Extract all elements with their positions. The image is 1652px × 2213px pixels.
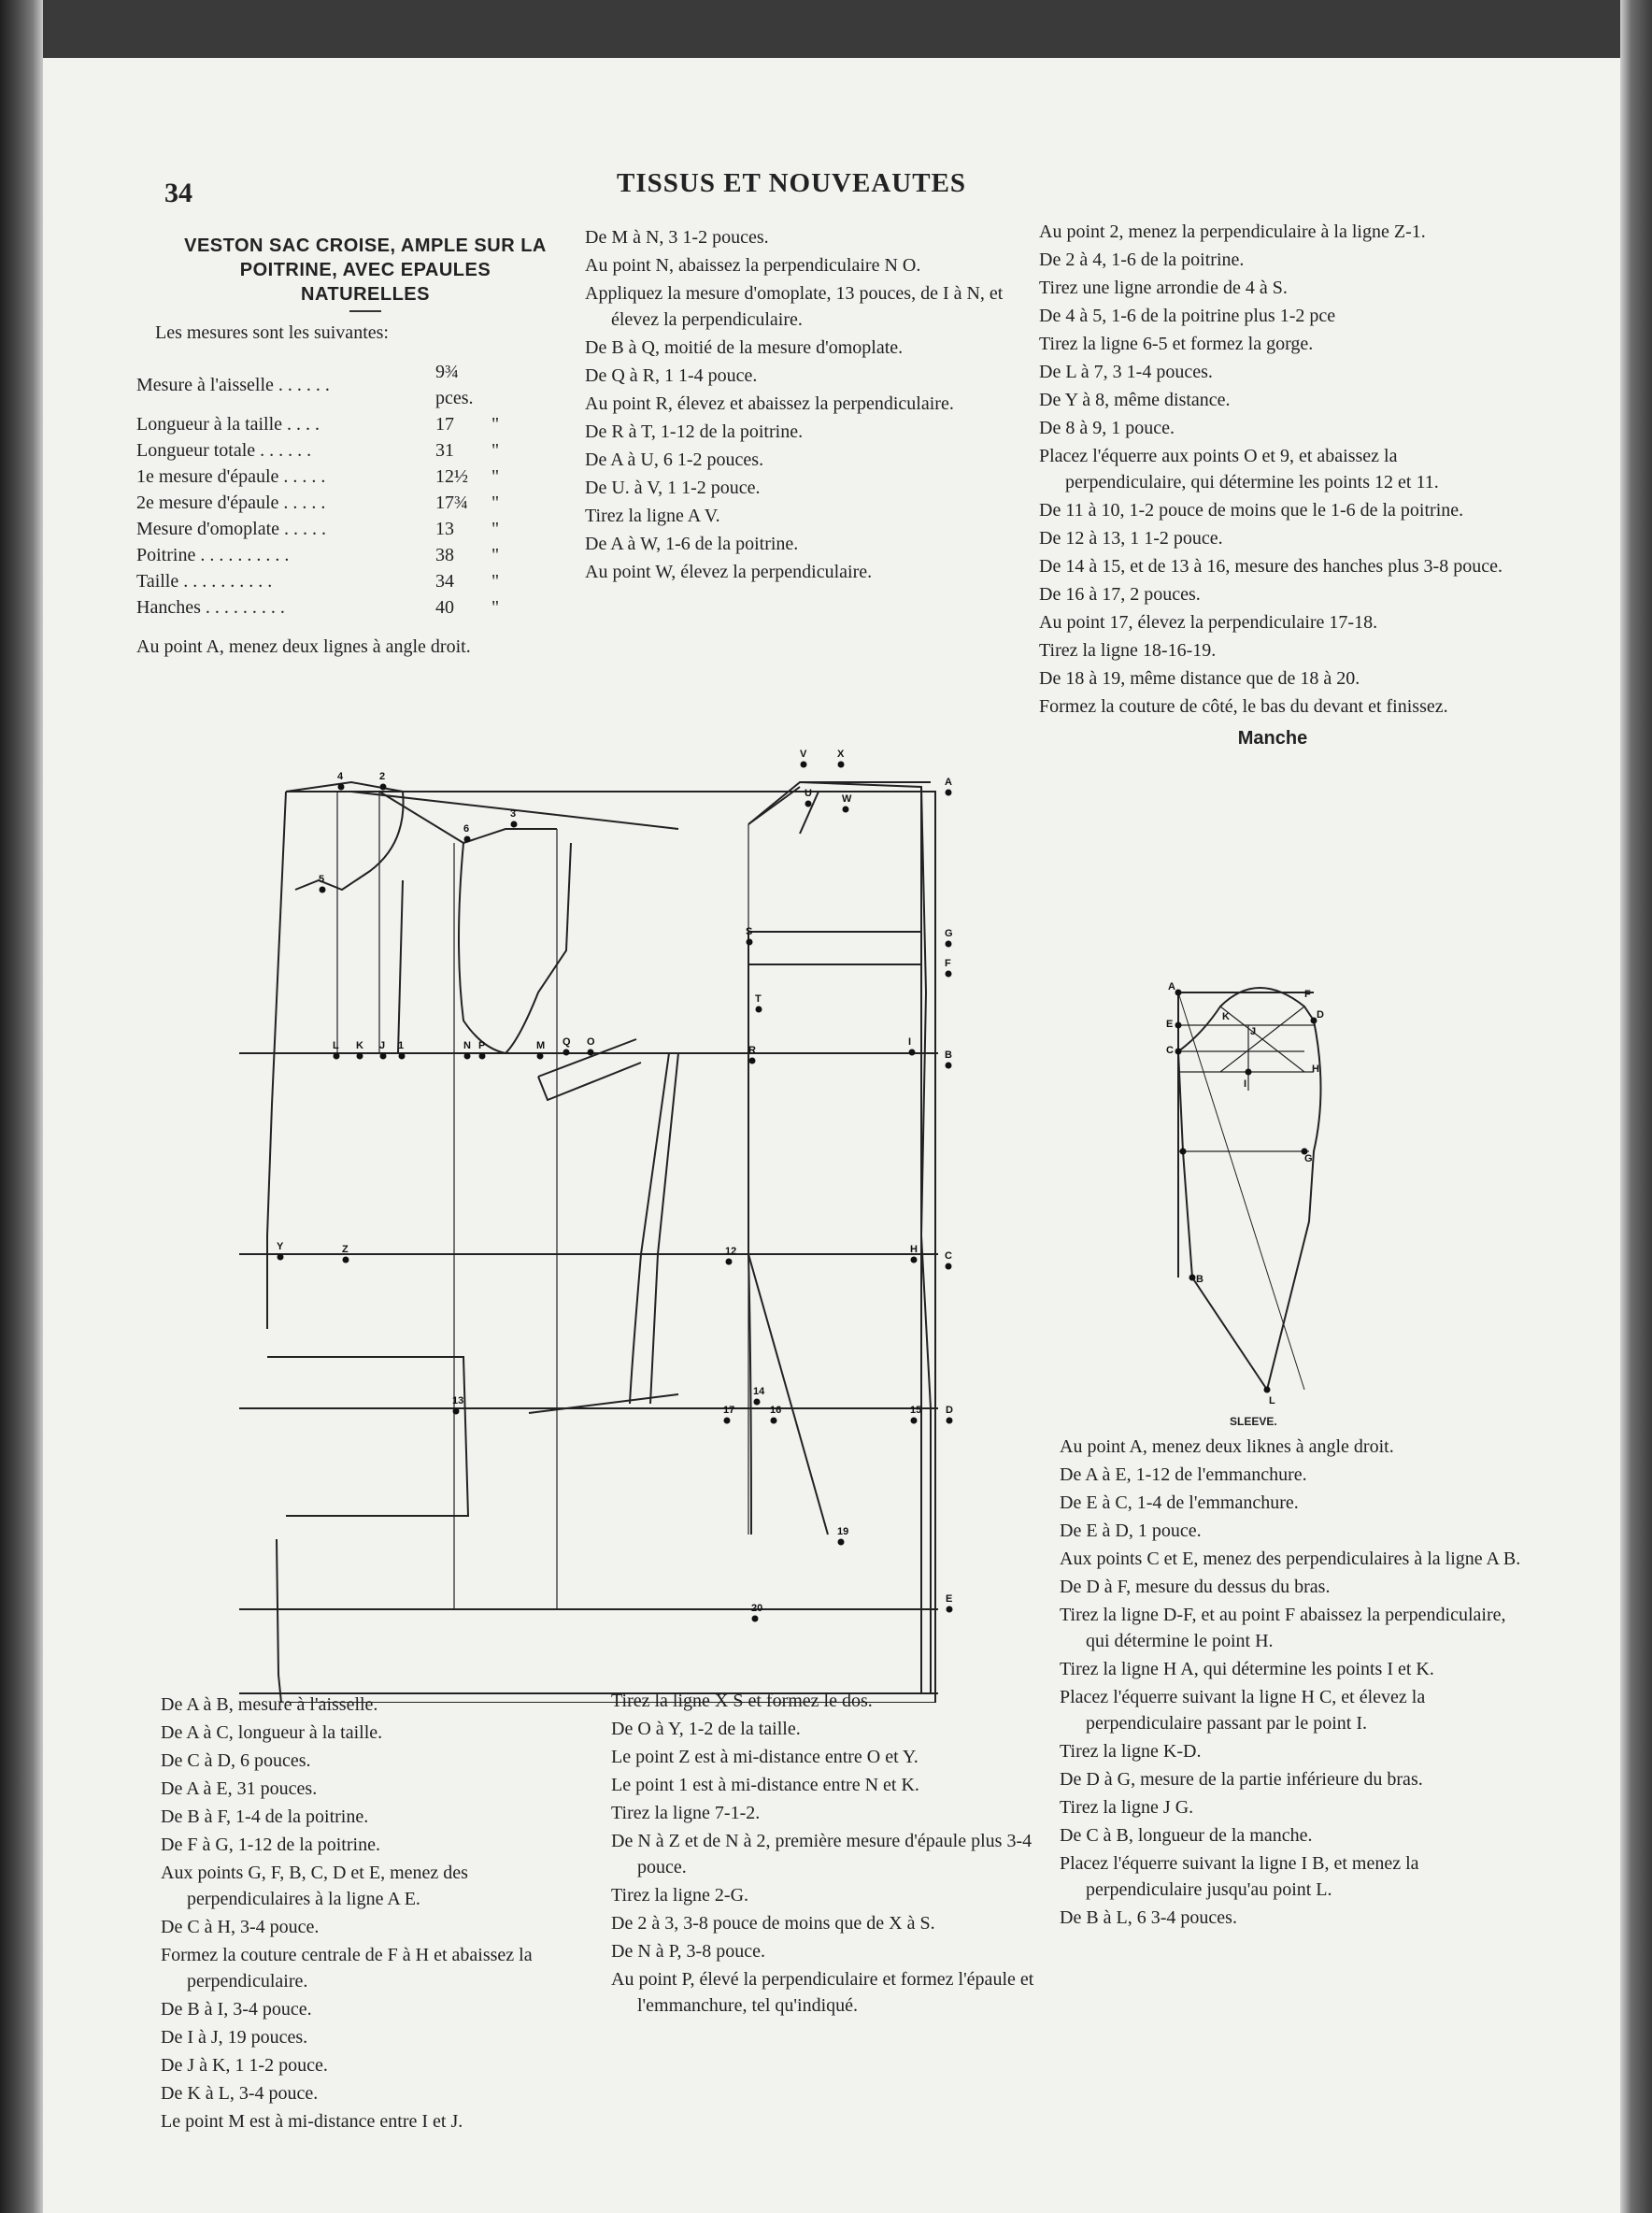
- measurement-value: 31: [435, 440, 454, 461]
- measurement-value: 40: [435, 597, 454, 618]
- column-3-bottom: [1060, 1434, 1525, 1933]
- instruction-line: Le point 1 est à mi-distance entre N et K.: [611, 1775, 919, 1795]
- measurement-value: 12½: [435, 466, 468, 487]
- instruction-line: De 8 à 9, 1 pouce.: [1039, 418, 1175, 438]
- instruction-line: De B à Q, moitié de la mesure d'omoplate.: [585, 337, 904, 358]
- sleeve-diagram: [1164, 978, 1389, 1408]
- instruction-line: Tirez une ligne arrondie de 4 à S.: [1039, 278, 1288, 298]
- instruction-line: De A à C, longueur à la taille.: [161, 1722, 383, 1743]
- pattern-point-label: 17: [723, 1405, 735, 1416]
- instruction-line: De B à I, 3-4 pouce.: [161, 1999, 312, 2020]
- pattern-point-label: 12: [725, 1246, 737, 1257]
- pattern-point-label: D: [946, 1405, 953, 1416]
- pattern-point-dot: [911, 1418, 918, 1424]
- sleeve-instruction-line: De D à G, mesure de la partie inférieure du bras.: [1060, 1769, 1423, 1790]
- ditto-mark: ": [491, 571, 500, 592]
- sleeve-instruction-line: De E à D, 1 pouce.: [1060, 1521, 1202, 1541]
- pattern-point-label: 20: [751, 1603, 763, 1614]
- measurements-table: [136, 359, 499, 621]
- instruction-line: De F à G, 1-12 de la poitrine.: [161, 1835, 380, 1855]
- pattern-point-label: 5: [319, 874, 325, 885]
- sleeve-point-label: A: [1168, 981, 1175, 992]
- ditto-mark: ": [491, 440, 500, 461]
- pattern-point-dot: [334, 1053, 340, 1060]
- sleeve-point-label: J: [1250, 1026, 1257, 1037]
- sleeve-instruction-line: Au point A, menez deux liknes à angle droit.: [1060, 1436, 1394, 1457]
- pattern-point-label: P: [478, 1040, 486, 1051]
- sleeve-point-label: H: [1312, 1064, 1319, 1075]
- pattern-point-dot: [752, 1616, 759, 1622]
- pattern-point-dot: [537, 1053, 544, 1060]
- pattern-point-label: H: [910, 1244, 918, 1255]
- book-page: [43, 58, 1620, 2213]
- instruction-line: De 2 à 3, 3-8 pouce de moins que de X à S.: [611, 1913, 935, 1934]
- title-rule: [349, 310, 381, 312]
- measurement-row: [136, 464, 499, 490]
- instruction-line: Au point 2, menez la perpendiculaire à la ligne Z-1.: [1039, 221, 1426, 242]
- sleeve-point-label: E: [1166, 1019, 1174, 1030]
- measurement-value: 38: [435, 545, 454, 565]
- measurement-value: 17: [435, 414, 454, 435]
- pattern-point-label: O: [587, 1036, 595, 1048]
- column-1-top: [136, 234, 594, 662]
- page-number: 34: [164, 178, 192, 208]
- pattern-point-label: X: [837, 749, 845, 760]
- measurement-label: Longueur à la taille . . . .: [136, 414, 320, 435]
- pattern-point-dot: [843, 807, 849, 813]
- section-title-line-2: POITRINE, AVEC EPAULES: [239, 260, 491, 280]
- column-2-top: [585, 224, 1052, 587]
- col2-top-list: [585, 224, 1052, 585]
- pattern-point-dot: [801, 762, 807, 768]
- pattern-point-dot: [947, 1606, 953, 1613]
- pattern-point-dot: [563, 1049, 570, 1056]
- instruction-line: De 18 à 19, même distance que de 18 à 20.: [1039, 668, 1360, 689]
- sleeve-point-label: C: [1166, 1045, 1174, 1056]
- instruction-line: De A à U, 6 1-2 pouces.: [585, 450, 764, 470]
- instruction-line: De M à N, 3 1-2 pouces.: [585, 227, 769, 248]
- pattern-point-dot: [749, 1058, 756, 1064]
- sleeve-point-label: B: [1196, 1274, 1203, 1285]
- instruction-line: De I à J, 19 pouces.: [161, 2027, 308, 2048]
- scan-right-edge: [1620, 0, 1652, 2213]
- pattern-point-label: N: [463, 1040, 471, 1051]
- pattern-point-label: E: [946, 1593, 953, 1605]
- ditto-mark: ": [491, 493, 500, 513]
- instruction-line: Formez la couture de côté, le bas du devant et finissez.: [1039, 696, 1448, 717]
- pattern-point-label: Y: [277, 1241, 284, 1252]
- col2-bottom-list: [611, 1688, 1039, 2019]
- instruction-line: Tirez la ligne 6-5 et formez la gorge.: [1039, 334, 1314, 354]
- measurement-label: Longueur totale . . . . . .: [136, 440, 312, 461]
- sleeve-instruction-line: Tirez la ligne D-F, et au point F abaissez la perpendiculaire, qui détermine le point H.: [1060, 1605, 1506, 1651]
- col1-bottom-list: [161, 1692, 581, 2134]
- pattern-point-label: 16: [770, 1405, 782, 1416]
- instruction-line: Tirez la ligne 18-16-19.: [1039, 640, 1217, 661]
- pattern-point-label: I: [908, 1036, 912, 1048]
- instruction-line: Formez la couture centrale de F à H et abaissez la perpendiculaire.: [161, 1945, 533, 1992]
- instruction-line: De U. à V, 1 1-2 pouce.: [585, 478, 761, 498]
- measurement-value: 17¾: [435, 493, 468, 513]
- pattern-point-dot: [726, 1259, 733, 1265]
- pattern-point-dot: [399, 1053, 406, 1060]
- ditto-mark: ": [491, 414, 500, 435]
- pattern-point-dot: [357, 1053, 363, 1060]
- pattern-point-dot: [278, 1254, 284, 1261]
- sleeve-instruction-line: Tirez la ligne J G.: [1060, 1797, 1194, 1818]
- measurement-label: 2e mesure d'épaule . . . . .: [136, 493, 326, 513]
- pattern-point-label: J: [379, 1040, 386, 1051]
- measurement-row: [136, 411, 499, 437]
- pattern-point-label: 1: [398, 1040, 405, 1051]
- col3-top-list: [1039, 219, 1506, 720]
- sleeve-point-label: L: [1269, 1395, 1275, 1406]
- instruction-line: Tirez la ligne 2-G.: [611, 1885, 749, 1906]
- measurement-row: [136, 516, 499, 542]
- instruction-line: De 16 à 17, 2 pouces.: [1039, 584, 1201, 605]
- sleeve-instruction-line: Aux points C et E, menez des perpendiculaires à la ligne A B.: [1060, 1549, 1521, 1569]
- sleeve-instruction-line: De E à C, 1-4 de l'emmanchure.: [1060, 1492, 1299, 1513]
- pattern-point-dot: [946, 1063, 952, 1069]
- pattern-point-label: U: [805, 788, 812, 799]
- column-3-top: [1039, 219, 1506, 751]
- measurement-row: [136, 359, 499, 411]
- pattern-point-label: 15: [910, 1405, 922, 1416]
- sleeve-instruction-line: De A à E, 1-12 de l'emmanchure.: [1060, 1464, 1307, 1485]
- instruction-line: Le point Z est à mi-distance entre O et Y.: [611, 1747, 919, 1767]
- pattern-point-dot: [805, 801, 812, 807]
- instruction-line: Au point P, élevé la perpendiculaire et formez l'épaule et l'emmanchure, tel qu'indiqué.: [611, 1969, 1034, 2016]
- pattern-point-label: G: [945, 928, 953, 939]
- sleeve-point-label: D: [1317, 1009, 1324, 1021]
- pattern-point-dot: [754, 1399, 761, 1406]
- pattern-point-dot: [771, 1418, 777, 1424]
- ditto-mark: ": [491, 597, 500, 618]
- ditto-mark: ": [491, 545, 500, 565]
- pattern-point-label: B: [945, 1049, 952, 1061]
- measurement-label: Mesure à l'aisselle . . . . . .: [136, 375, 330, 395]
- instruction-line: De K à L, 3-4 pouce.: [161, 2083, 319, 2104]
- sleeve-instruction-line: De C à B, longueur de la manche.: [1060, 1825, 1313, 1846]
- pattern-point-label: 13: [452, 1395, 464, 1406]
- instruction-line: De A à E, 31 pouces.: [161, 1778, 318, 1799]
- instruction-line: De R à T, 1-12 de la poitrine.: [585, 421, 804, 442]
- ditto-mark: ": [491, 519, 500, 539]
- measurement-value: 34: [435, 571, 454, 592]
- sleeve-point-label: F: [1304, 989, 1311, 1000]
- section-title-line-3: NATURELLES: [301, 284, 430, 305]
- instruction-line: Tirez la ligne X S et formez le dos.: [611, 1691, 873, 1711]
- instruction-line: De Q à R, 1 1-4 pouce.: [585, 365, 758, 386]
- instruction-line: De C à H, 3-4 pouce.: [161, 1917, 320, 1937]
- instruction-line: De C à D, 6 pouces.: [161, 1750, 311, 1771]
- column-2-bottom: [611, 1688, 1039, 2020]
- pattern-point-label: W: [842, 793, 852, 805]
- instruction-line: De 4 à 5, 1-6 de la poitrine plus 1-2 pce: [1039, 306, 1336, 326]
- pattern-point-label: K: [356, 1040, 363, 1051]
- measurement-row: [136, 568, 499, 594]
- instruction-line: Placez l'équerre aux points O et 9, et abaissez la perpendiculaire, qui détermine les points 12 et 11.: [1039, 446, 1439, 493]
- column-1-bottom: [161, 1692, 581, 2136]
- sleeve-caption: SLEEVE.: [1230, 1415, 1277, 1428]
- section-title: [136, 234, 594, 307]
- sleeve-point-label: G: [1304, 1153, 1313, 1164]
- pattern-point-label: 3: [510, 808, 517, 820]
- pattern-point-label: A: [945, 777, 952, 788]
- instruction-line: Aux points G, F, B, C, D et E, menez des perpendiculaires à la ligne A E.: [161, 1863, 468, 1909]
- sleeve-instruction-line: Tirez la ligne H A, qui détermine les points I et K.: [1060, 1659, 1434, 1679]
- measurement-label: Poitrine . . . . . . . . . .: [136, 545, 290, 565]
- col3-bottom-list: [1060, 1434, 1525, 1931]
- instruction-line: Au point R, élevez et abaissez la perpendiculaire.: [585, 393, 954, 414]
- pattern-point-label: S: [746, 926, 753, 937]
- ditto-mark: [491, 359, 499, 411]
- instruction-line: De 11 à 10, 1-2 pouce de moins que le 1-6 de la poitrine.: [1039, 500, 1464, 521]
- measurement-label: Mesure d'omoplate . . . . .: [136, 519, 327, 539]
- measurements-intro: Les mesures sont les suivantes:: [155, 322, 389, 343]
- instruction-line: De L à 7, 3 1-4 pouces.: [1039, 362, 1213, 382]
- pattern-point-dot: [946, 790, 952, 796]
- ditto-mark: ": [491, 466, 500, 487]
- pattern-point-dot: [946, 1264, 952, 1270]
- instruction-line: Le point M est à mi-distance entre I et J.: [161, 2111, 463, 2132]
- sleeve-point-label: K: [1222, 1011, 1230, 1022]
- pattern-point-label: 4: [337, 771, 344, 782]
- instruction-line: De J à K, 1 1-2 pouce.: [161, 2055, 328, 2076]
- pattern-point-dot: [911, 1257, 918, 1264]
- pattern-point-dot: [588, 1049, 594, 1056]
- measurement-value: 9¾ pces.: [435, 362, 474, 408]
- running-title: TISSUS ET NOUVEAUTES: [617, 168, 967, 198]
- instruction-line: Tirez la ligne 7-1-2.: [611, 1803, 761, 1823]
- measurement-row: [136, 542, 499, 568]
- pattern-point-dot: [947, 1418, 953, 1424]
- section-title-line-1: VESTON SAC CROISE, AMPLE SUR LA: [184, 236, 547, 256]
- sleeve-instruction-line: De D à F, mesure du dessus du bras.: [1060, 1577, 1331, 1597]
- pattern-point-dot: [464, 836, 471, 843]
- pattern-point-label: L: [333, 1040, 339, 1051]
- pattern-point-label: T: [755, 993, 762, 1005]
- pattern-point-label: Q: [563, 1036, 571, 1048]
- pattern-point-dot: [756, 1007, 762, 1013]
- pattern-point-dot: [511, 821, 518, 828]
- pattern-point-dot: [380, 1053, 387, 1060]
- pattern-point-label: C: [945, 1250, 952, 1262]
- measurement-label: 1e mesure d'épaule . . . . .: [136, 466, 326, 487]
- book-binding-edge: [0, 0, 43, 2213]
- instruction-line: De 2 à 4, 1-6 de la poitrine.: [1039, 250, 1245, 270]
- pattern-point-dot: [464, 1053, 471, 1060]
- col1-instruction: Au point A, menez deux lignes à angle droit.: [136, 636, 471, 657]
- pattern-point-label: 2: [379, 771, 386, 782]
- scan-top-border: [0, 0, 1652, 58]
- measurement-label: Hanches . . . . . . . . .: [136, 597, 285, 618]
- instruction-line: De A à W, 1-6 de la poitrine.: [585, 534, 799, 554]
- pattern-point-dot: [946, 971, 952, 978]
- pattern-point-dot: [946, 941, 952, 948]
- measurement-row: [136, 490, 499, 516]
- pattern-point-dot: [838, 762, 845, 768]
- pattern-point-label: R: [748, 1045, 756, 1056]
- sleeve-instruction-line: Placez l'équerre suivant la ligne H C, et élevez la perpendiculaire passant par le point I.: [1060, 1687, 1426, 1734]
- pattern-point-dot: [747, 939, 753, 946]
- pattern-point-dot: [909, 1049, 916, 1056]
- instruction-line: Au point N, abaissez la perpendiculaire N O.: [585, 255, 921, 276]
- instruction-line: Au point W, élevez la perpendiculaire.: [585, 562, 873, 582]
- instruction-line: De 12 à 13, 1 1-2 pouce.: [1039, 528, 1223, 549]
- pattern-point-label: 6: [463, 823, 470, 835]
- pattern-point-label: 14: [753, 1386, 765, 1397]
- instruction-line: Au point 17, élevez la perpendiculaire 17-18.: [1039, 612, 1378, 633]
- pattern-point-label: 19: [837, 1526, 849, 1537]
- pattern-point-dot: [479, 1053, 486, 1060]
- pattern-point-label: F: [945, 958, 951, 969]
- pattern-point-dot: [838, 1539, 845, 1546]
- instruction-line: De N à P, 3-8 pouce.: [611, 1941, 765, 1962]
- measurement-row: [136, 594, 499, 621]
- sleeve-instruction-line: Tirez la ligne K-D.: [1060, 1741, 1202, 1762]
- pattern-point-dot: [338, 784, 345, 791]
- sleeve-instruction-line: De B à L, 6 3-4 pouces.: [1060, 1907, 1237, 1928]
- instruction-line: Appliquez la mesure d'omoplate, 13 pouces, de I à N, et élevez la perpendiculaire.: [585, 283, 1004, 330]
- instruction-line: Tirez la ligne A V.: [585, 506, 720, 526]
- instruction-line: De A à B, mesure à l'aisselle.: [161, 1694, 378, 1715]
- pattern-point-dot: [343, 1257, 349, 1264]
- sleeve-point-label: I: [1244, 1078, 1247, 1090]
- instruction-line: De N à Z et de N à 2, première mesure d'épaule plus 3-4 pouce.: [611, 1831, 1032, 1877]
- pattern-point-dot: [724, 1418, 731, 1424]
- manche-heading: Manche: [1237, 728, 1308, 749]
- pattern-point-dot: [320, 887, 326, 893]
- pattern-point-label: Z: [342, 1244, 349, 1255]
- pattern-point-dot: [380, 784, 387, 791]
- instruction-line: De 14 à 15, et de 13 à 16, mesure des hanches plus 3-8 pouce.: [1039, 556, 1502, 577]
- pattern-point-label: V: [800, 749, 807, 760]
- pattern-point-dot: [453, 1408, 460, 1415]
- instruction-line: De B à F, 1-4 de la poitrine.: [161, 1806, 369, 1827]
- instruction-line: De O à Y, 1-2 de la taille.: [611, 1719, 801, 1739]
- instruction-line: De Y à 8, même distance.: [1039, 390, 1231, 410]
- measurement-label: Taille . . . . . . . . . .: [136, 571, 273, 592]
- measurement-row: [136, 437, 499, 464]
- coat-pattern-diagram: [239, 712, 1005, 1703]
- sleeve-instruction-line: Placez l'équerre suivant la ligne I B, et menez la perpendiculaire jusqu'au point L.: [1060, 1853, 1419, 1900]
- measurement-value: 13: [435, 519, 454, 539]
- pattern-point-label: M: [536, 1040, 546, 1051]
